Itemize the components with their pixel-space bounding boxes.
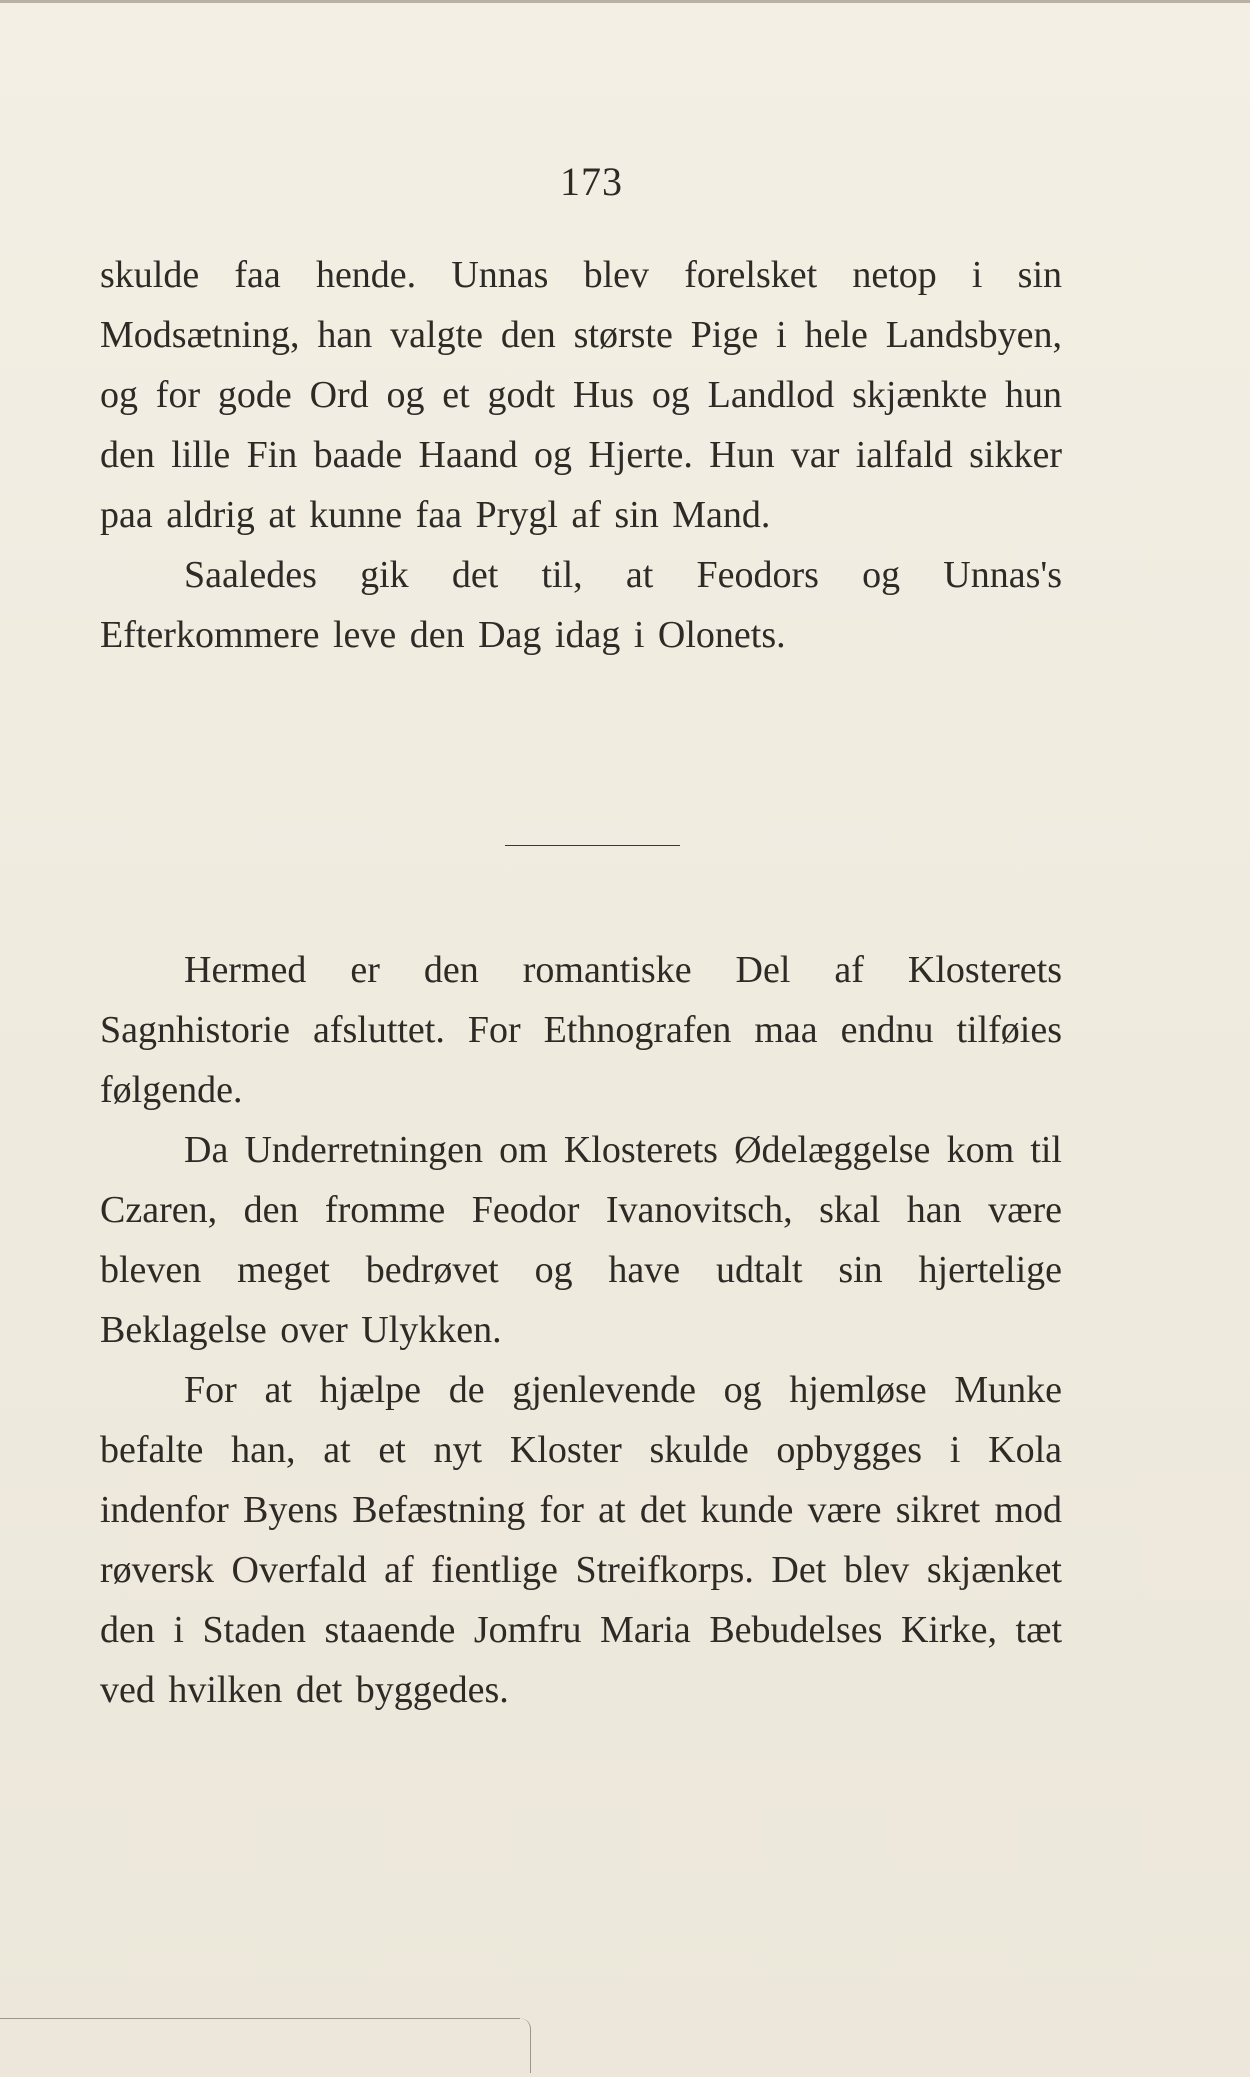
section-separator — [505, 845, 680, 846]
page-top-edge — [0, 0, 1250, 3]
paragraph: skulde faa hende. Unnas blev forelsket netop i sin Modsætning, han valgte den største Pige i hele Landsbyen, og for gode Ord og et godt Hus og Landlod skjænkte hun den lille Fin baade Haand og Hjerte. Hun var ialfald sikker paa aldrig at kunne faa Prygl af sin Mand. — [100, 254, 1062, 536]
page-bottom-tick — [520, 2018, 531, 2073]
text-section-1 — [100, 245, 1062, 665]
page-bottom-rule — [0, 2018, 520, 2019]
paragraph: Da Underretningen om Klosterets Ødelæggelse kom til Czaren, den fromme Feodor Ivanovitsch, skal han være bleven meget bedrøvet og have udtalt sin hjertelige Beklagelse over Ulykken. — [100, 1129, 1062, 1351]
page-number: 173 — [560, 159, 623, 204]
paragraph: For at hjælpe de gjenlevende og hjemløse Munke befalte han, at et nyt Kloster skulde opbygges i Kola indenfor Byens Befæstning for at det kunde være sikret mod røversk Overfald af fientlige Streifkorps. Det blev skjænket den i Staden staaende Jomfru Maria Bebudelses Kirke, tæt ved hvilken det byggedes. — [100, 1369, 1062, 1711]
paragraph: Hermed er den romantiske Del af Klosterets Sagnhistorie afsluttet. For Ethnografen maa endnu tilføies følgende. — [100, 949, 1062, 1111]
paragraph: Saaledes gik det til, at Feodors og Unnas's Efterkommere leve den Dag idag i Olonets. — [100, 554, 1062, 656]
text-section-2 — [100, 940, 1062, 1720]
